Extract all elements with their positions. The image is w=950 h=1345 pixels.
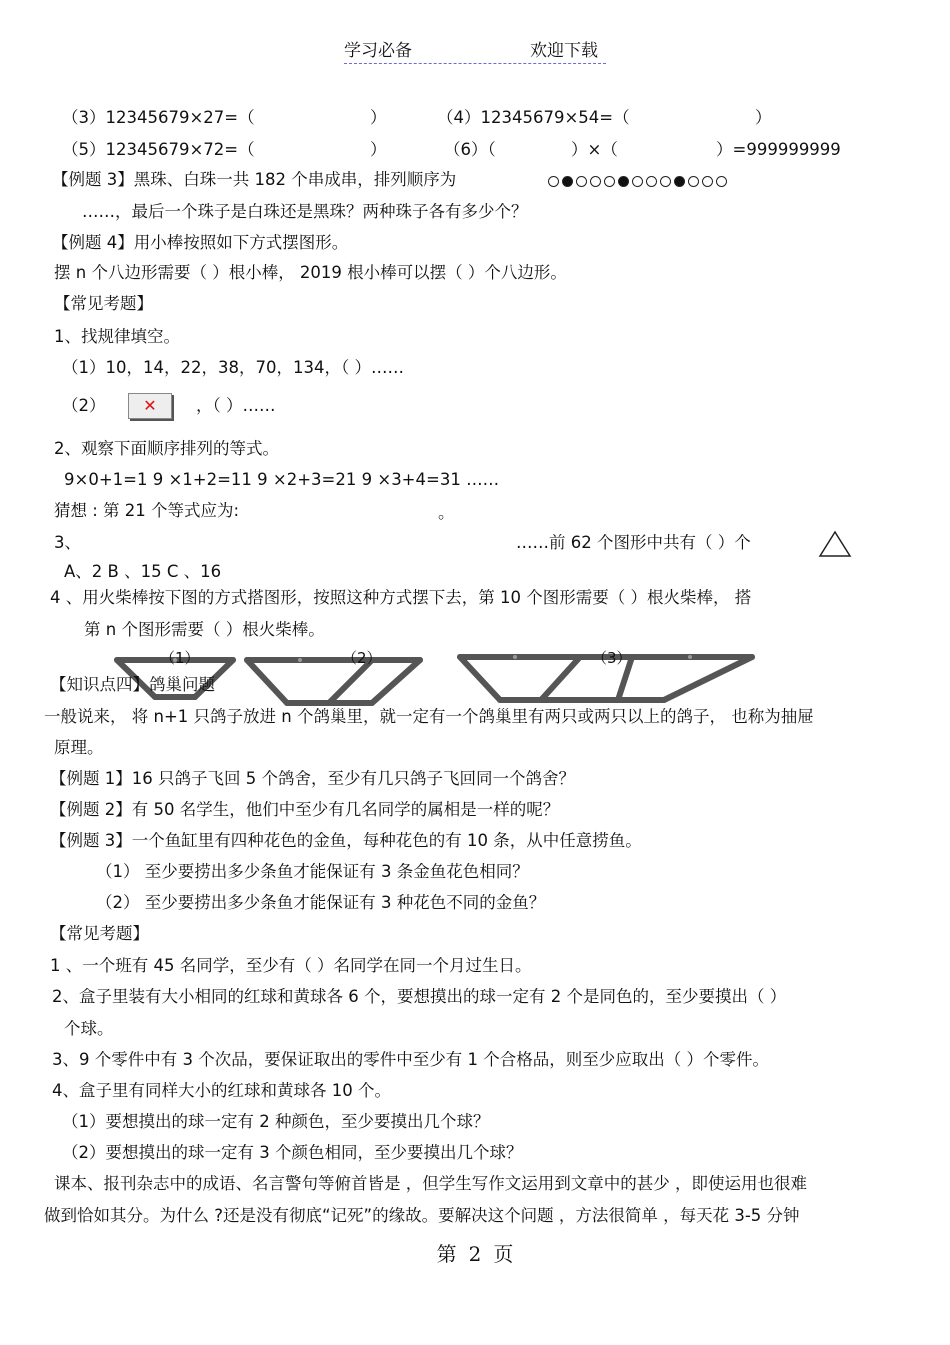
problem-6-times: ）×（ xyxy=(571,140,618,159)
pigeonhole-example-3-part-1: （1） 至少要捞出多少条鱼才能保证有 3 条金鱼花色相同？ xyxy=(96,862,529,881)
pigeonhole-q2: 2、盒子里装有大小相同的红球和黄球各 6 个，要想摸出的球一定有 2 个是同色的，至少要摸出（ ） xyxy=(52,987,787,1006)
q4-question: 4 、用火柴棒按下图的方式搭图形，按照这种方式摆下去，第 10 个图形需要（ ）根火柴棒， 搭 xyxy=(50,588,752,607)
q3-title: 3、 xyxy=(54,533,81,552)
q3-options: A、2 B 、15 C 、16 xyxy=(64,562,222,581)
q4-question-cont: 第 n 个图形需要（ ）根火柴棒。 xyxy=(84,620,325,639)
problem-4: （4）12345679×54=（ xyxy=(437,108,630,127)
q1-part-1: （1）10，14，22，38，70，134，（ ）…… xyxy=(62,358,404,377)
q1-part-2-blank: ，（ ）…… xyxy=(196,396,276,415)
common-questions-heading-1: 【常见考题】 xyxy=(54,294,153,313)
problem-6: （6）（ xyxy=(444,140,496,159)
problem-4-close: ） xyxy=(755,108,772,127)
pigeonhole-q1: 1 、一个班有 45 名同学，至少有（ ）名同学在同一个月过生日。 xyxy=(50,956,532,975)
header-left-text: 学习必备 xyxy=(344,41,412,61)
problem-3: （3）12345679×27=（ xyxy=(62,108,255,127)
pigeonhole-q3: 3、9 个零件中有 3 个次品，要保证取出的零件中至少有 1 个合格品，则至少应取出（ ）个零件。 xyxy=(52,1050,769,1069)
q2-guess: 猜想 : 第 21 个等式应为: xyxy=(54,501,240,520)
figure-label-2: （2） xyxy=(342,649,382,667)
q3-question: ……前 62 个图形中共有（ ）个 xyxy=(516,533,751,552)
footer-paragraph-line-2: 做到恰如其分。为什么 ?还是没有彻底“记死”的缘故。要解决这个问题 ，方法很简单 ，每天花 3-5 分钟 xyxy=(44,1206,800,1225)
problem-5: （5）12345679×72=（ xyxy=(62,140,255,159)
pigeonhole-example-3-part-2: （2） 至少要捞出多少条鱼才能保证有 3 种花色不同的金鱼？ xyxy=(96,893,546,912)
problem-3-close: ） xyxy=(370,108,387,127)
page-number-value: 2 xyxy=(468,1242,482,1266)
q2-title: 2、观察下面顺序排列的等式。 xyxy=(54,439,279,458)
pigeonhole-example-1: 【例题 1】16 只鸽子飞回 5 个鸽舍，至少有几只鸽子飞回同一个鸽舍？ xyxy=(50,769,575,788)
page-number xyxy=(0,1241,950,1267)
pigeonhole-q4-part-1: （1）要想摸出的球一定有 2 种颜色，至少要摸出几个球？ xyxy=(62,1112,490,1131)
header-right-text: 欢迎下载 xyxy=(530,41,598,61)
problem-5-close: ） xyxy=(370,140,387,159)
pigeonhole-q2-cont: 个球。 xyxy=(64,1019,114,1038)
figure-2-trapezoids xyxy=(247,660,420,703)
pigeonhole-definition: 一般说来， 将 n+1 只鸽子放进 n 个鸽巢里，就一定有一个鸽巢里有两只或两只以上的鸽子， 也称为抽屉 xyxy=(44,707,814,726)
q1-title: 1、找规律填空。 xyxy=(54,327,180,346)
q2-equations: 9×0+1=1 9 ×1+2=11 9 ×2+3=21 9 ×3+4=31 …… xyxy=(64,470,500,489)
example-3-question: ……，最后一个珠子是白珠还是黑珠？两种珠子各有多少个？ xyxy=(82,202,528,221)
problem-6-result: ）=999999999 xyxy=(716,140,841,159)
footer-paragraph-line-1: 课本、报刊杂志中的成语、名言警句等俯首皆是 ，但学生写作文运用到文章中的甚少 ，即使运用也很难 xyxy=(54,1174,807,1193)
figure-label-1: （1） xyxy=(160,649,200,667)
pigeonhole-example-3: 【例题 3】一个鱼缸里有四种花色的金鱼，每种花色的有 10 条，从中任意捞鱼。 xyxy=(50,831,642,850)
example-4-question: 摆 n 个八边形需要（ ）根小棒， 2019 根小棒可以摆（ ）个八边形。 xyxy=(54,263,567,282)
pigeonhole-example-2: 【例题 2】有 50 名学生，他们中至少有几名同学的属相是一样的呢？ xyxy=(50,800,560,819)
page-number-suffix: 页 xyxy=(493,1242,514,1266)
figure-label-3: （3） xyxy=(592,649,632,667)
page-number-prefix: 第 xyxy=(436,1242,457,1266)
example-4-title: 【例题 4】用小棒按照如下方式摆图形。 xyxy=(52,233,349,252)
common-questions-heading-2: 【常见考题】 xyxy=(50,924,149,943)
example-3-title: 【例题 3】黑珠、白珠一共 182 个串成串，排列顺序为 xyxy=(52,170,457,189)
q1-part-2-label: （2） xyxy=(62,396,106,415)
q2-guess-end: 。 xyxy=(438,503,455,522)
broken-image-icon: ✕ xyxy=(143,396,157,415)
pigeonhole-q4-part-2: （2）要想摸出的球一定有 3 个颜色相同，至少要摸出几个球？ xyxy=(62,1143,523,1162)
knowledge-point-4-heading: 【知识点四】鸽巢问题 xyxy=(50,675,215,694)
pigeonhole-q4: 4、盒子里有同样大小的红球和黄球各 10 个。 xyxy=(52,1081,391,1100)
pigeonhole-definition-cont: 原理。 xyxy=(54,738,104,757)
